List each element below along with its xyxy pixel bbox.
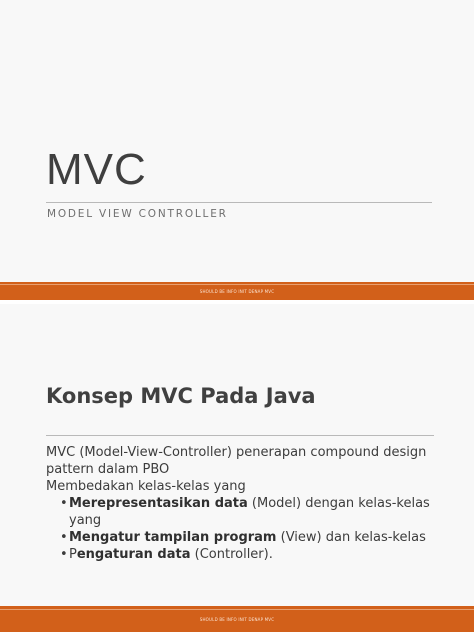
slide-footer-band [0, 282, 474, 300]
slide-content [0, 304, 474, 606]
slide-footer-text: SHOULD BE INFO INIT DENAP MVC [199, 616, 275, 622]
slide-title-heading: MVC [46, 145, 147, 194]
slide-title [0, 0, 474, 282]
bullet-bold-text: engaturan data [76, 547, 191, 562]
slide-body [46, 444, 441, 563]
list-item [60, 495, 441, 529]
list-item [60, 529, 441, 546]
bullet-icon: • [60, 547, 68, 562]
slide-subtitle: MODEL VIEW CONTROLLER [47, 208, 228, 220]
bullet-icon: • [60, 530, 68, 545]
bullet-list [46, 495, 441, 563]
slide-heading: Konsep MVC Pada Java [46, 384, 316, 408]
bullet-text: (View) dan kelas-kelas [276, 530, 426, 545]
footer-band-line [0, 284, 474, 285]
bullet-bold-text: Merepresentasikan data [69, 496, 248, 511]
bullet-bold-text: Mengatur tampilan program [69, 530, 277, 545]
slide-footer-text: SHOULD BE INFO INIT DENAP MVC [199, 288, 275, 294]
bullet-text: P [69, 547, 77, 562]
bullet-text: (Controller). [190, 547, 273, 562]
heading-divider [46, 435, 434, 436]
bullet-icon: • [60, 496, 68, 511]
bullet-text: (Model) dengan kelas-kelas yang [69, 496, 430, 528]
title-divider [46, 202, 432, 203]
slide-footer-band [0, 606, 474, 632]
body-paragraph: MVC (Model-View-Controller) penerapan compound design pattern dalam PBO [46, 445, 427, 477]
body-paragraph: Membedakan kelas-kelas yang [46, 479, 246, 494]
list-item [60, 546, 441, 563]
footer-band-line [0, 609, 474, 610]
